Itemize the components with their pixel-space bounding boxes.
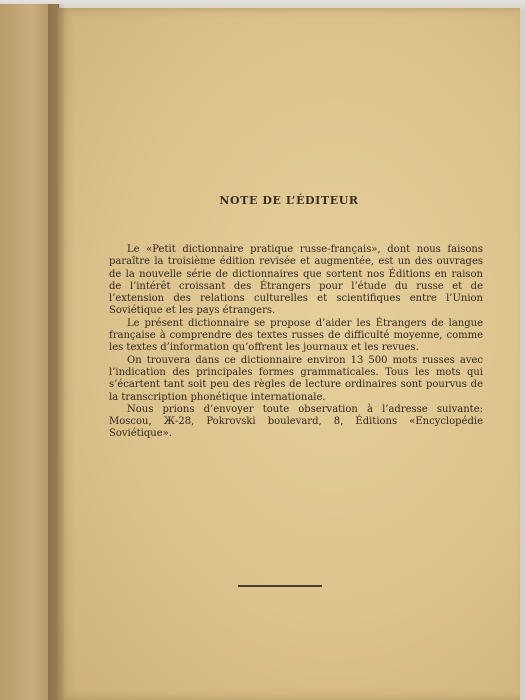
paragraph-1: Le «Petit dictionnaire pratique russe-français», dont nous faisons paraître la troisième édition revisée et augmentée, est un des ouvrages de la nouvelle série de dictionnaires que sortent nos Éditions en raison de l’intérêt croissant des Étrangers pour l’étude du russe et de l’extension des relations culturelles et scientifiques entre l’Union Soviétique et les pays étrangers. bbox=[109, 244, 483, 317]
paragraph-3: On trouvera dans ce dictionnaire environ 13 500 mots russes avec l’indication des principales formes grammaticales. Tous les mots qui s’écartent tant soit peu des règles de lecture ordinaires sont pourvus de la transcription phonétique internationale. bbox=[109, 354, 483, 403]
closing-rule bbox=[238, 585, 322, 587]
spine-shadow bbox=[48, 4, 64, 700]
paragraph-4: Nous prions d’envoyer toute observation à l’adresse suivante: Moscou, Ж-28, Pokrovski boulevard, 8, Éditions «Encyclopédie Soviétique». bbox=[109, 403, 483, 440]
book-page bbox=[58, 8, 520, 700]
page-title: NOTE DE L’ÉDITEUR bbox=[219, 194, 359, 207]
editor-note-body bbox=[109, 244, 483, 441]
paragraph-2: Le présent dictionnaire se propose d’aider les Étrangers de langue française à comprendre des textes russes de difficulté moyenne, comme les textes d’information qu’offrent les journaux et les revues. bbox=[109, 317, 483, 354]
